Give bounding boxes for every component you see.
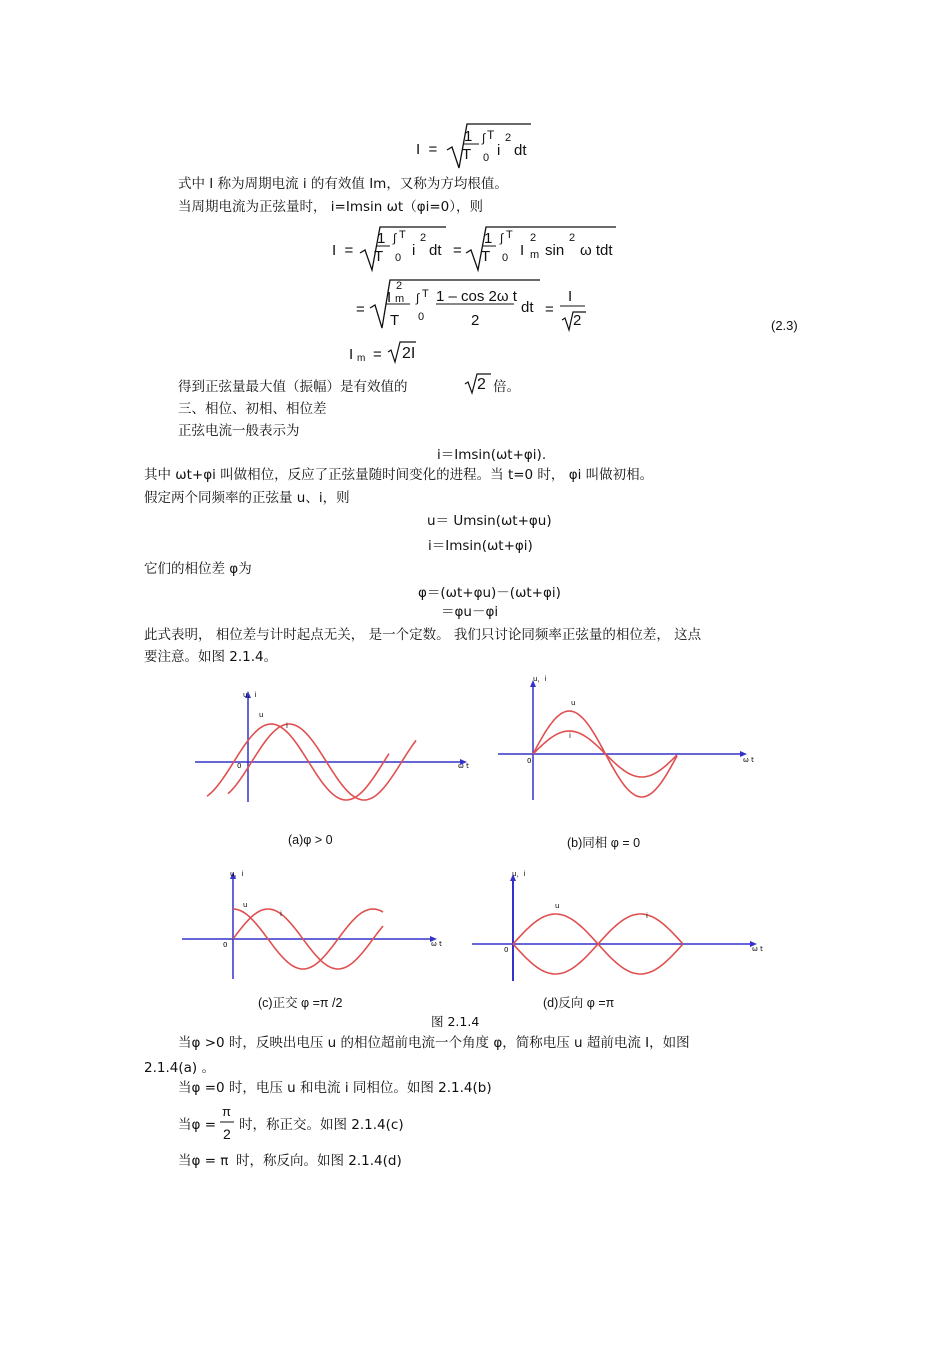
svg-text:u: u (555, 902, 560, 910)
figure-d (470, 867, 765, 997)
svg-text:i: i (280, 910, 282, 918)
line-sine: 当周期电流为正弦量时， i=Imsin ωt（φi=0），则 (178, 199, 484, 215)
label-u: u (259, 711, 264, 719)
svg-text:i: i (646, 912, 648, 920)
caption-d: (d)反向 φ =π (543, 996, 615, 1010)
section-title: 三、相位、初相、相位差 (178, 401, 327, 417)
figure-a (195, 688, 475, 808)
axis-y-label: u，i (243, 691, 257, 699)
svg-text:u，i: u，i (230, 870, 244, 878)
frac-den: T (462, 146, 472, 163)
eq-i2: i＝Imsin(ωt+φi) (428, 538, 533, 554)
line-result: 得到正弦量最大值（振幅）是有效值的 (178, 379, 408, 395)
frac-num: 1 (464, 128, 473, 145)
caption-a: (a)φ > 0 (288, 833, 333, 847)
eq-i: i＝Imsin(ωt+φi). (437, 447, 547, 463)
figure-c (180, 867, 445, 987)
svg-text:u，i: u，i (512, 870, 526, 878)
svg-text:ω t: ω t (431, 940, 442, 948)
line-definition: 式中 I 称为周期电流 i 的有效值 Im，又称为方均根值。 (178, 176, 508, 192)
equation-number: (2.3) (771, 318, 798, 333)
caption-c: (c)正交 φ =π /2 (258, 996, 343, 1010)
origin-label: 0 (237, 762, 242, 770)
formula-rms-def: I = (416, 141, 438, 158)
figure-caption: 图 2.1.4 (431, 1014, 480, 1029)
figure-b (495, 672, 760, 802)
svg-text:ω t: ω t (743, 756, 754, 764)
svg-text:u: u (571, 699, 576, 707)
eq-u: u＝ Umsin(ωt+φu) (427, 513, 552, 529)
svg-text:0: 0 (504, 946, 509, 954)
svg-text:i: i (569, 732, 571, 740)
svg-text:0: 0 (223, 941, 228, 949)
svg-text:ω t: ω t (752, 945, 763, 953)
label-i: i (286, 722, 288, 730)
svg-text:u: u (243, 901, 248, 909)
axis-x-label: ω t (458, 762, 469, 770)
eq-phi: φ＝(ωt+φu)－(ωt+φi) (418, 585, 561, 601)
svg-text:u，i: u，i (533, 675, 547, 683)
integral: ∫ (482, 131, 486, 145)
caption-b: (b)同相 φ = 0 (567, 836, 641, 850)
svg-text:0: 0 (527, 757, 532, 765)
